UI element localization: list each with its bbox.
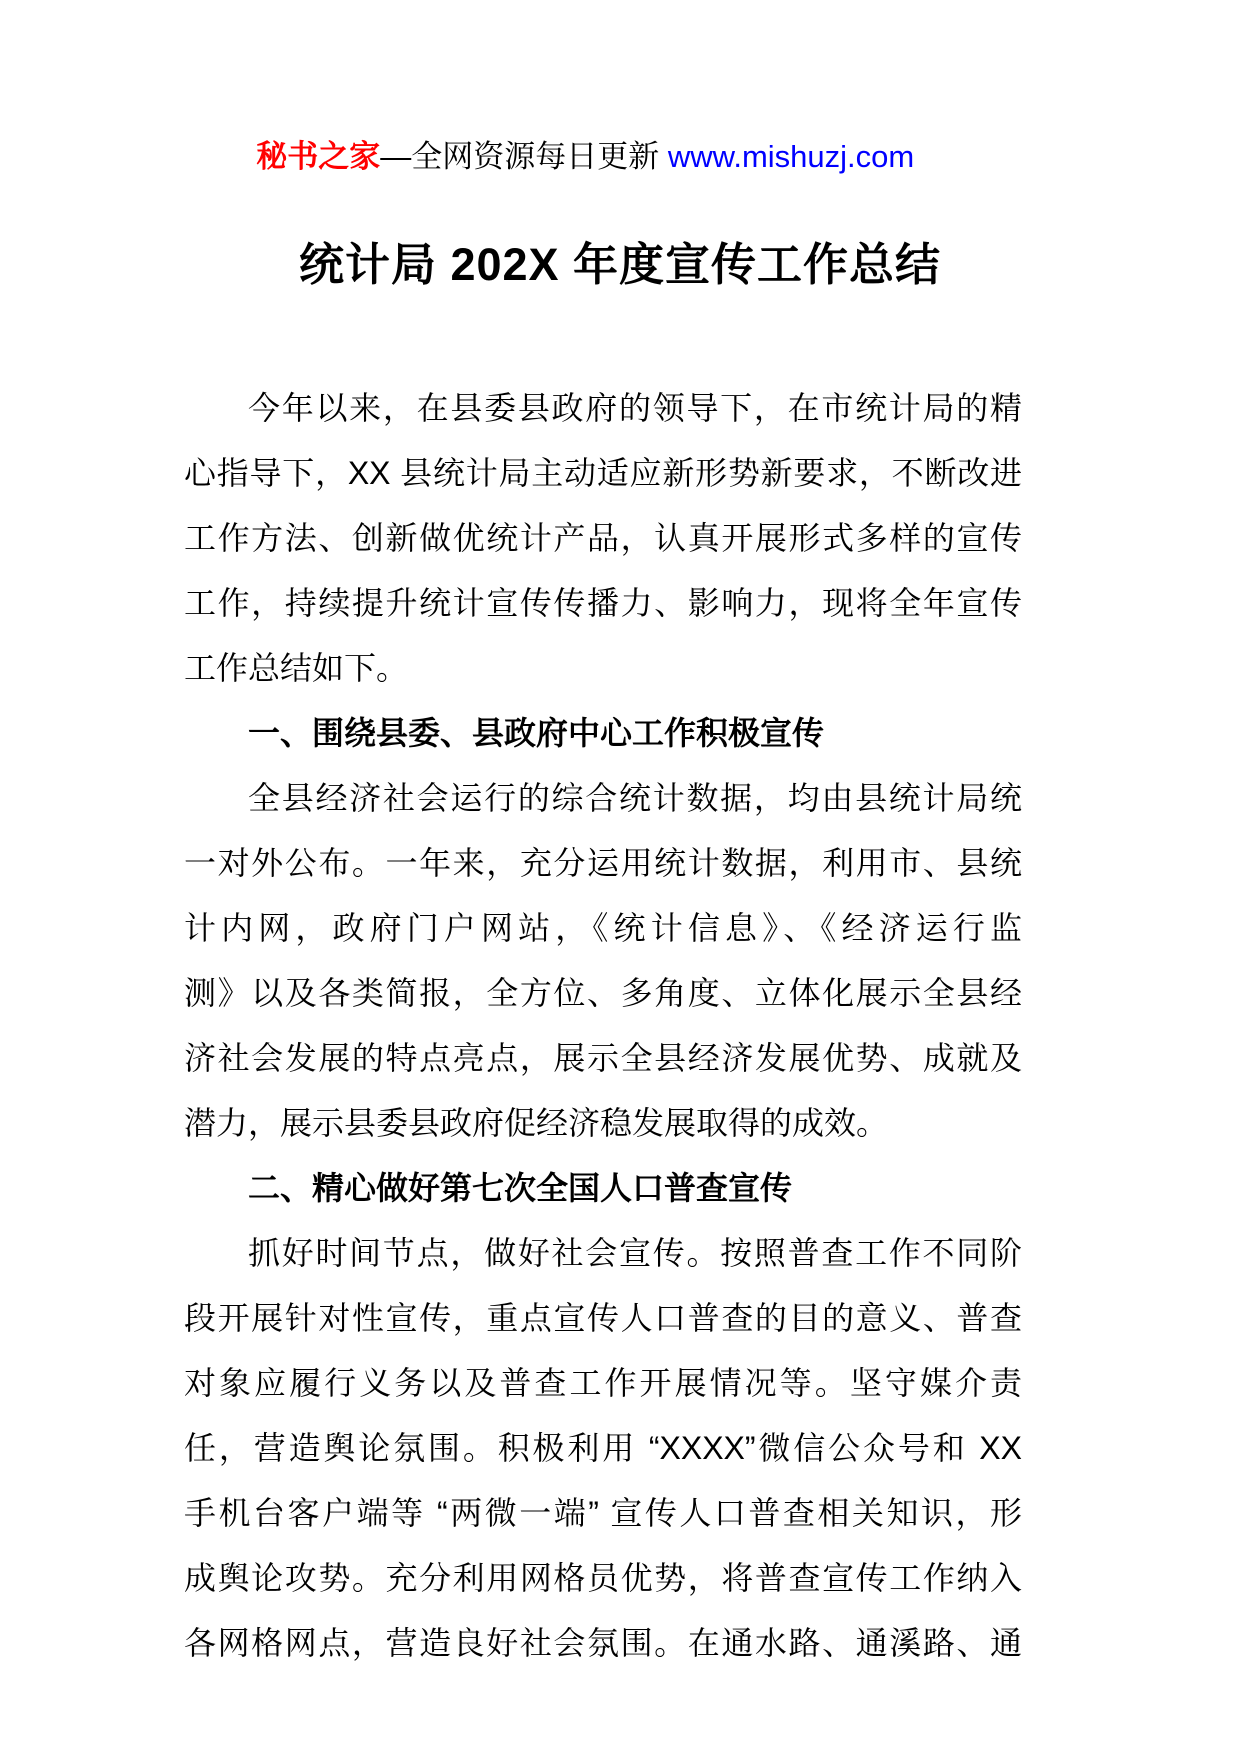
site-header xyxy=(0,88,1240,226)
body-text-line: 计内网，政府门户网站，《统计信息》、《经济运行监 xyxy=(184,910,1022,946)
body-text-line: 全县经济社会运行的综合统计数据，均由县统计局统 xyxy=(248,780,1022,816)
body-text-line: 手机台客户端等 “两微一端” 宣传人口普查相关知识，形 xyxy=(184,1495,1022,1531)
body-text-line: 抓好时间节点，做好社会宣传。按照普查工作不同阶 xyxy=(248,1235,1022,1271)
body-text-line: 段开展针对性宣传，重点宣传人口普查的目的意义、普查 xyxy=(184,1300,1022,1336)
body-text-line: 工作方法、创新做优统计产品，认真开展形式多样的宣传 xyxy=(184,520,1022,556)
body-text-line: 工作，持续提升统计宣传传播力、影响力，现将全年宣传 xyxy=(184,585,1022,621)
section-heading: 一、围绕县委、县政府中心工作积极宣传 xyxy=(248,715,825,751)
body-text-line: 潜力，展示县委县政府促经济稳发展取得的成效。 xyxy=(184,1105,889,1141)
document-body xyxy=(184,376,1022,1676)
body-text-line: 成舆论攻势。充分利用网格员优势，将普查宣传工作纳入 xyxy=(184,1560,1022,1596)
body-text-line: 一对外公布。一年来，充分运用统计数据，利用市、县统 xyxy=(184,845,1022,881)
brand-name: 秘书之家 xyxy=(256,139,381,174)
section-heading: 二、精心做好第七次全国人口普查宣传 xyxy=(248,1170,793,1206)
body-text-line: 各网格网点，营造良好社会氛围。在通水路、通溪路、通 xyxy=(184,1625,1022,1661)
document-title: 统计局 202X 年度宣传工作总结 xyxy=(298,239,942,290)
body-text-line: 济社会发展的特点亮点，展示全县经济发展优势、成就及 xyxy=(184,1040,1022,1076)
body-text-line: 对象应履行义务以及普查工作开展情况等。坚守媒介责 xyxy=(184,1365,1022,1401)
body-text-line: 心指导下，XX 县统计局主动适应新形势新要求，不断改进 xyxy=(184,455,1022,491)
site-url-link[interactable]: www.mishuzj.com xyxy=(667,139,915,174)
body-text-line: 任，营造舆论氛围。积极利用 “XXXX”微信公众号和 XX xyxy=(184,1430,1022,1466)
body-text-line: 今年以来，在县委县政府的领导下，在市统计局的精 xyxy=(248,390,1022,426)
header-tagline: —全网资源每日更新 xyxy=(380,139,668,174)
body-text-line: 工作总结如下。 xyxy=(184,650,409,686)
body-text-line: 测》以及各类简报，全方位、多角度、立体化展示全县经 xyxy=(184,975,1022,1011)
